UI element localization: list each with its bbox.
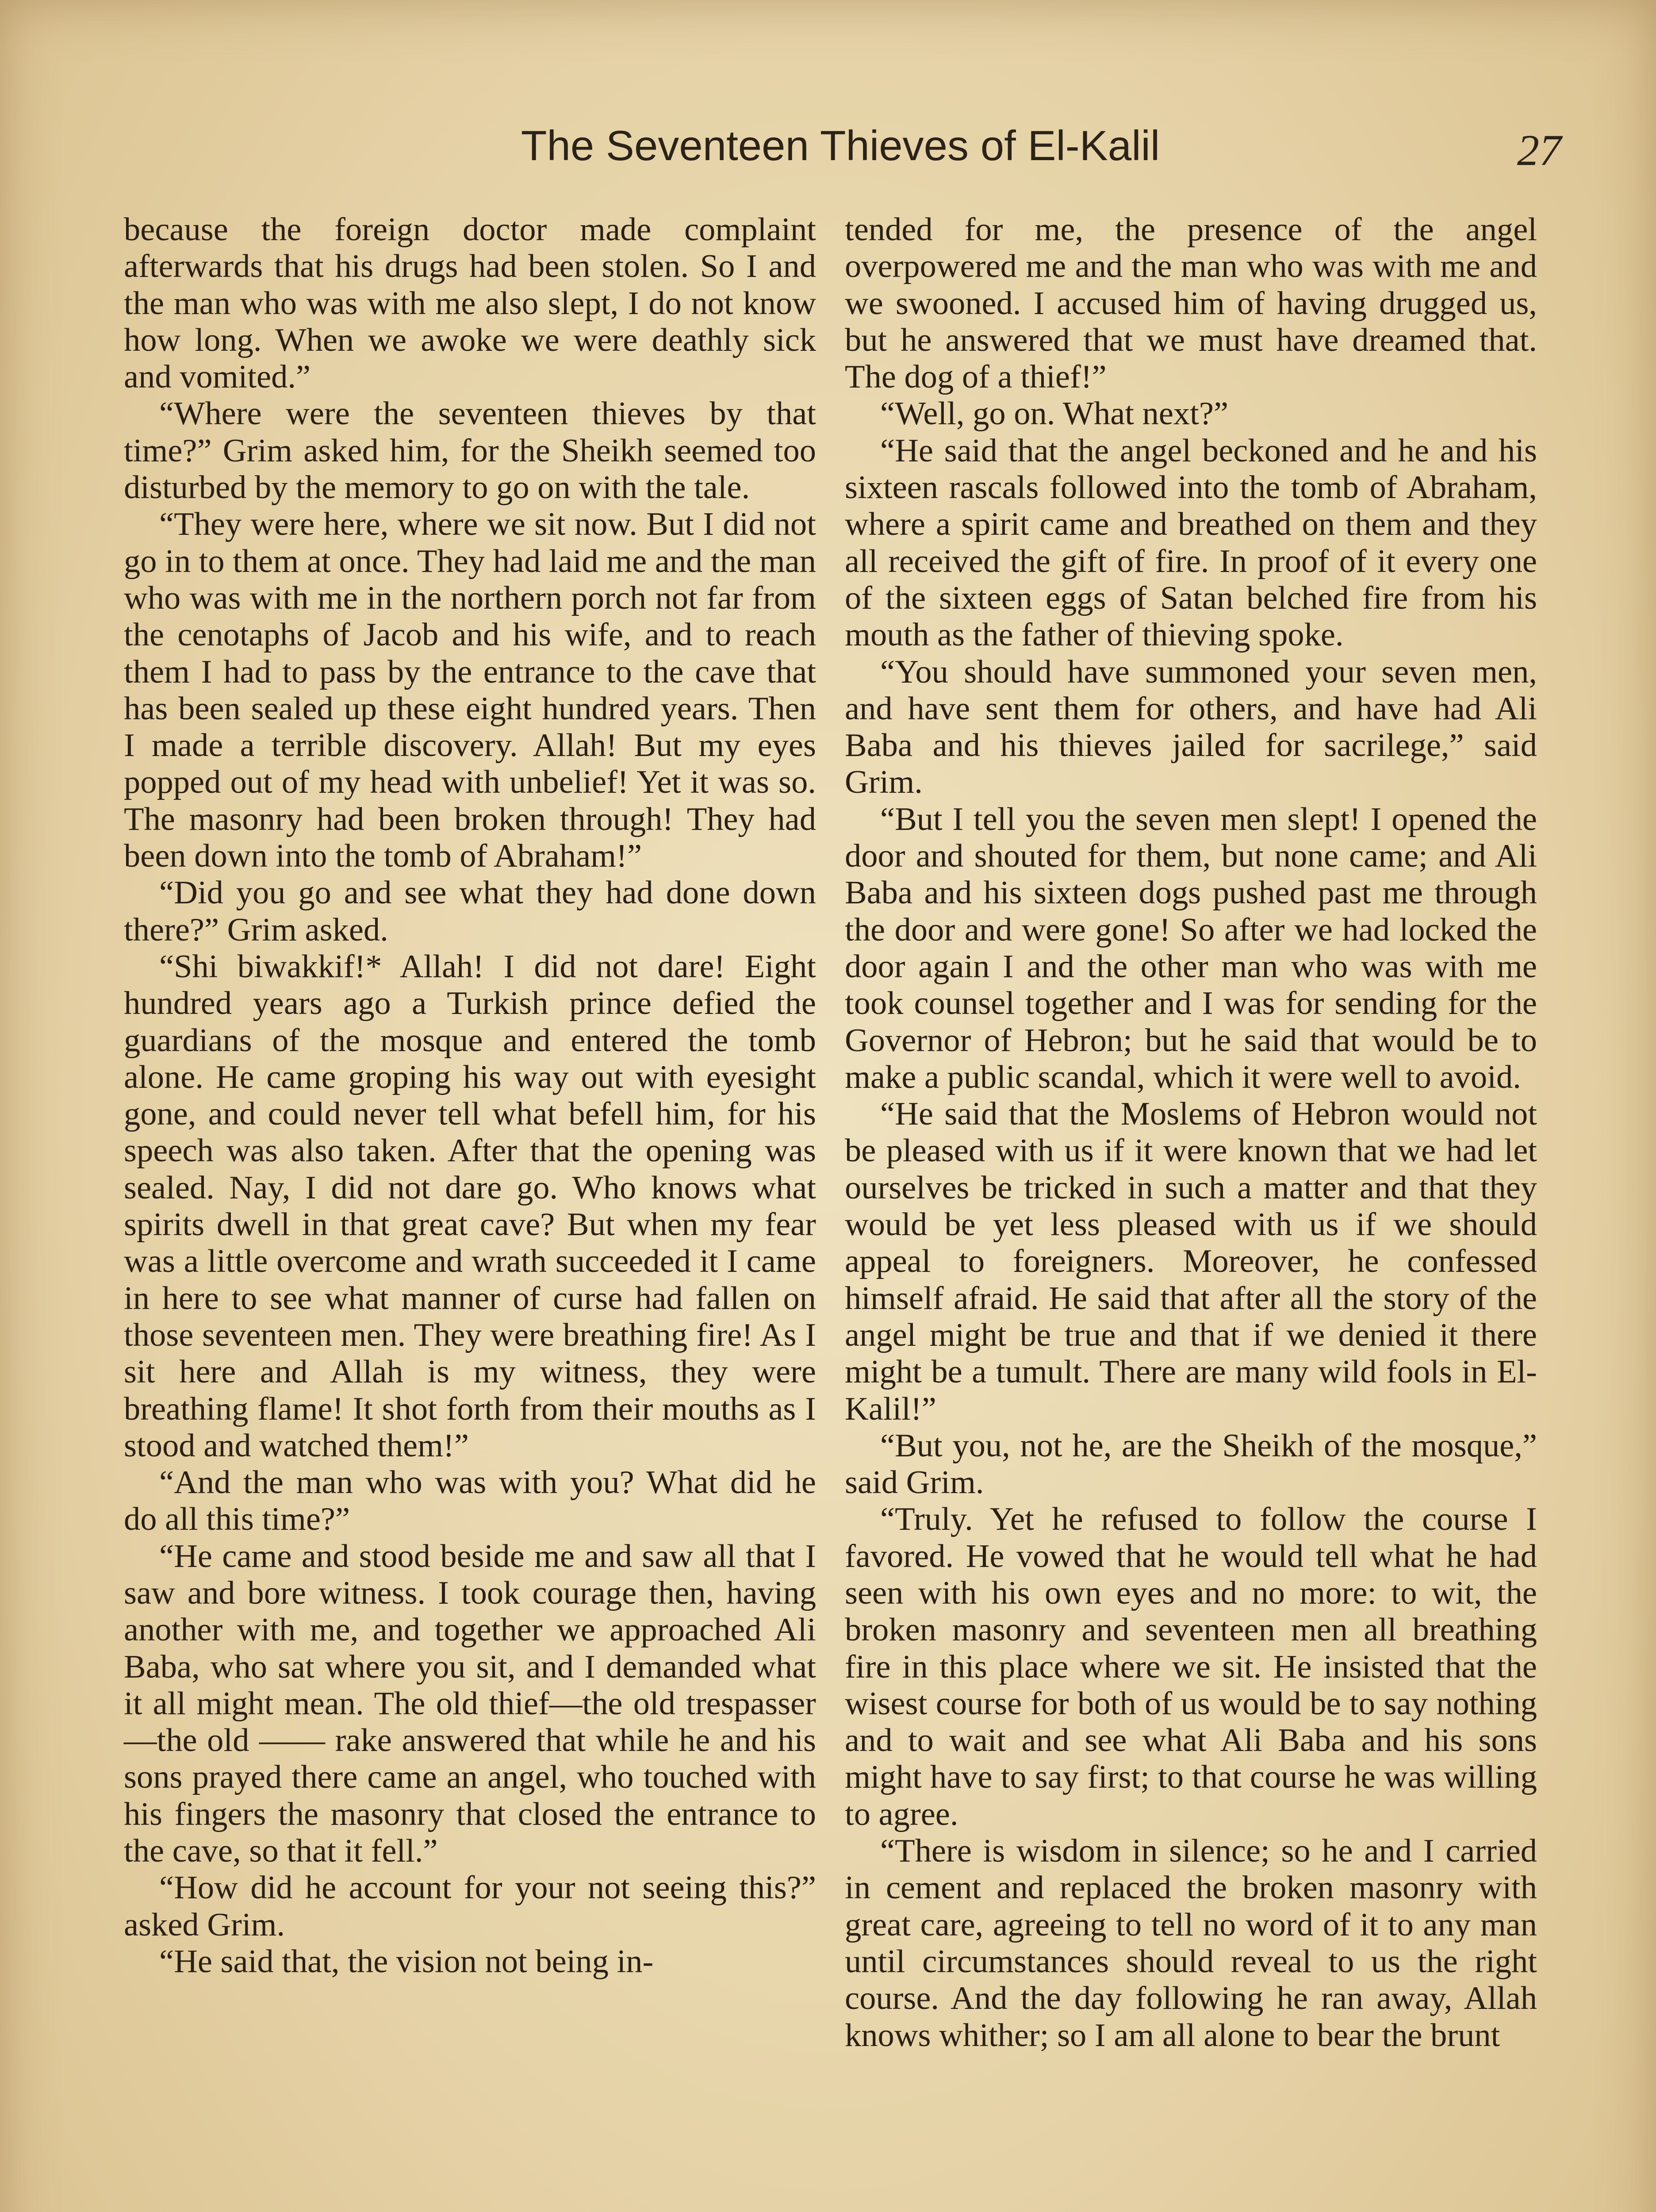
paragraph: “He came and stood beside me and saw all that I saw and bore witness. I took courage then, having another with me, and together we approached Ali Baba, who sat where you sit, and I demanded what it all might mean. The old thief—the old trespasser—the old —— rake answered that while he and his sons prayed there came an angel, who touched with his fingers the masonry that closed the entrance to the cave, so that it fell.” bbox=[124, 1538, 816, 1870]
paragraph: “There is wisdom in silence; so he and I carried in cement and replaced the broken masonry with great care, agreeing to tell no word of it to any man until circumstances should reveal to us the right course. And the day following he ran away, Allah knows whither; so I am all alone to bear the brunt bbox=[845, 1833, 1537, 2054]
running-title: The Seventeen Thieves of El-Kalil bbox=[521, 122, 1160, 169]
left-text-column bbox=[124, 211, 816, 1980]
paragraph: “He said that the Moslems of Hebron would not be pleased with us if it were known that we had let ourselves be tricked in such a matter and that they would be yet less pleased with us if we should appeal to foreigners. Moreover, he confessed himself afraid. He said that after all the story of the angel might be true and that if we denied it there might be a tumult. There are many wild fools in El-Kalil!” bbox=[845, 1096, 1537, 1427]
paragraph: “Shi biwakkif!* Allah! I did not dare! Eight hundred years ago a Turkish prince defied the guardians of the mosque and entered the tomb alone. He came groping his way out with eyesight gone, and could never tell what befell him, for his speech was also taken. After that the opening was sealed. Nay, I did not dare go. Who knows what spirits dwell in that great cave? But when my fear was a little overcome and wrath succeeded it I came in here to see what manner of curse had fallen on those seventeen men. They were breathing fire! As I sit here and Allah is my witness, they were breathing flame! It shot forth from their mouths as I stood and watched them!” bbox=[124, 948, 816, 1464]
paragraph: “How did he account for your not seeing this?” asked Grim. bbox=[124, 1870, 816, 1943]
paragraph: “He said that, the vision not being in- bbox=[159, 1943, 654, 1980]
paragraph: “Where were the seventeen thieves by that time?” Grim asked him, for the Sheikh seemed too disturbed by the memory to go on with the tale. bbox=[124, 396, 816, 506]
paragraph: “But you, not he, are the Sheikh of the mosque,” said Grim. bbox=[845, 1427, 1537, 1501]
paragraph: “Truly. Yet he refused to follow the course I favored. He vowed that he would tell what he had seen with his own eyes and no more: to wit, the broken masonry and seventeen men all breathing fire in this place where we sit. He insisted that the wisest course for both of us would be to say nothing and to wait and see what Ali Baba and his sons might have to say first; to that course he was willing to agree. bbox=[845, 1501, 1537, 1832]
paragraph: because the foreign doctor made complaint afterwards that his drugs had been stolen. So I and the man who was with me also slept, I do not know how long. When we awoke we were deathly sick and vomited.” bbox=[124, 211, 816, 396]
paragraph: “Well, go on. What next?” bbox=[880, 396, 1229, 432]
paragraph: tended for me, the presence of the angel overpowered me and the man who was with me and we swooned. I accused him of having drugged us, but he answered that we must have dreamed that. The dog of a thief!” bbox=[845, 211, 1537, 396]
paragraph: “They were here, where we sit now. But I did not go in to them at once. They had laid me and the man who was with me in the northern porch not far from the cenotaphs of Jacob and his wife, and to reach them I had to pass by the entrance to the cave that has been sealed up these eight hundred years. Then I made a terrible discovery. Allah! But my eyes popped out of my head with unbelief! Yet it was so. The masonry had been broken through! They had been down into the tomb of Abraham!” bbox=[124, 506, 816, 875]
page-number: 27 bbox=[1517, 126, 1561, 175]
paragraph: “But I tell you the seven men slept! I opened the door and shouted for them, but none came; and Ali Baba and his sixteen dogs pushed past me through the door and were gone! So after we had locked the door again I and the other man who was with me took counsel together and I was for sending for the Governor of Hebron; but he said that would be to make a public scandal, which it were well to avoid. bbox=[845, 801, 1537, 1095]
paragraph: “You should have summoned your seven men, and have sent them for others, and have had Ali Baba and his thieves jailed for sacrilege,” said Grim. bbox=[845, 653, 1537, 801]
right-text-column bbox=[845, 211, 1537, 2054]
paragraph: “Did you go and see what they had done down there?” Grim asked. bbox=[124, 875, 816, 948]
paragraph: “He said that the angel beckoned and he and his sixteen rascals followed into the tomb of Abraham, where a spirit came and breathed on them and they all received the gift of fire. In proof of it every one of the sixteen eggs of Satan belched fire from his mouth as the father of thieving spoke. bbox=[845, 432, 1537, 653]
paragraph: “And the man who was with you? What did he do all this time?” bbox=[124, 1464, 816, 1538]
